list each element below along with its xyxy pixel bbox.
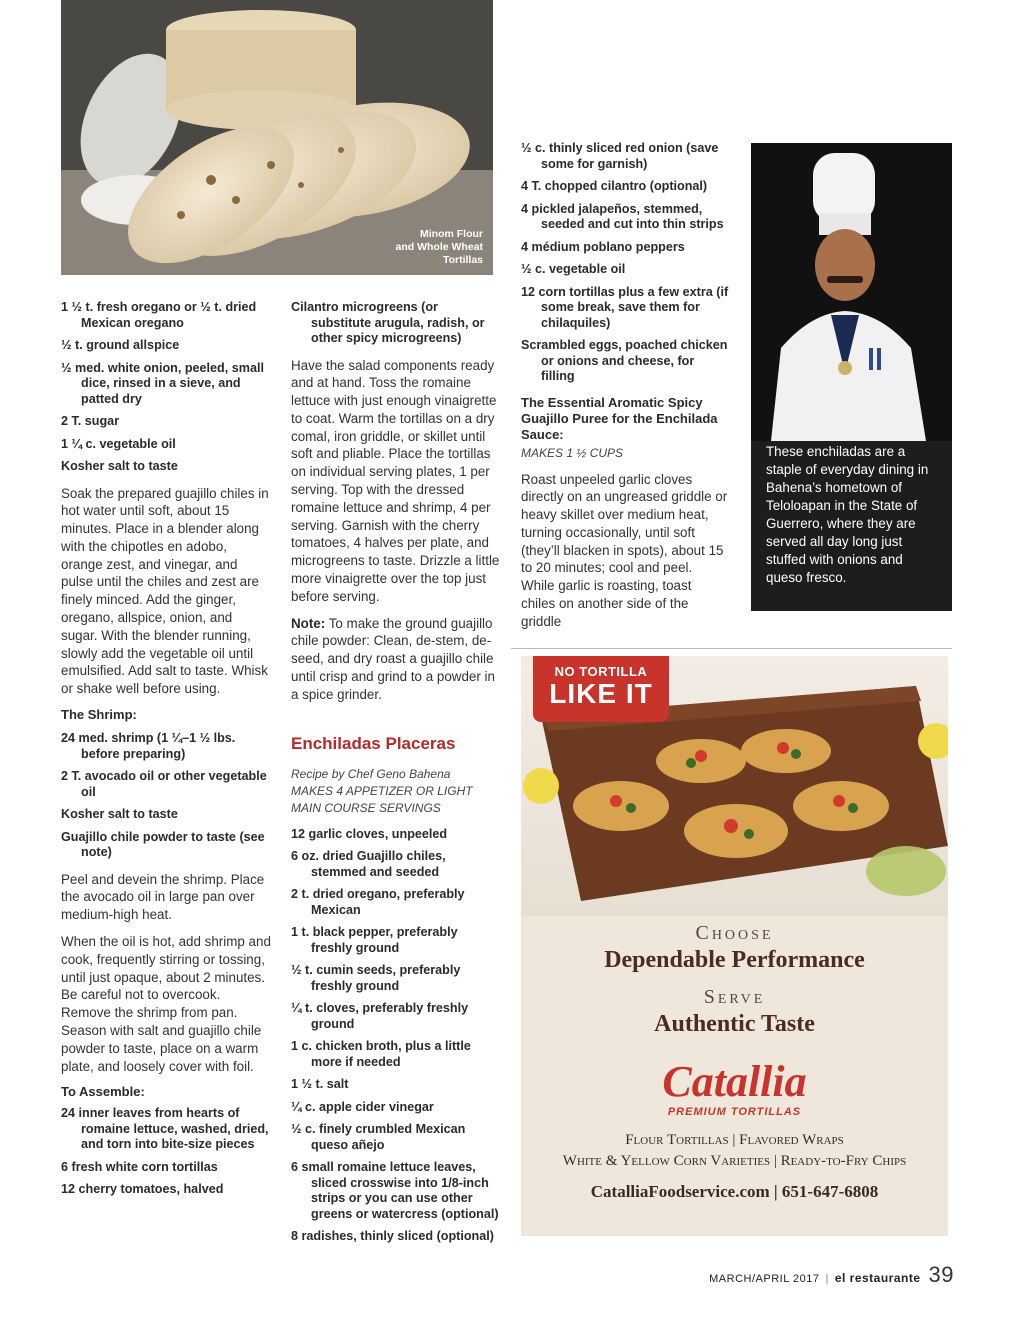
photo-caption-line: and Whole Wheat <box>395 241 483 253</box>
ingredient: 1 ¼ c. vegetable oil <box>61 436 176 451</box>
column-1 <box>61 300 271 1205</box>
note-paragraph <box>291 615 501 704</box>
column-3 <box>521 141 729 640</box>
photo-caption <box>396 228 484 267</box>
ad-contact[interactable]: CatalliaFoodservice.com | 651-647-6808 <box>590 1182 879 1201</box>
ingredient: ½ t. ground allspice <box>61 338 180 352</box>
ad-brand-sub: PREMIUM TORTILLAS <box>667 1106 802 1118</box>
ad-text <box>521 922 948 1202</box>
ingredient: 24 med. shrimp (1 ¼–1 ½ lbs. before preparing) <box>61 731 236 761</box>
ingredient: ½ t. cumin seeds, preferably freshly ground <box>291 963 461 993</box>
catallia-logo: Catallia <box>662 1057 807 1106</box>
ingredient: ½ c. thinly sliced red onion (save some for garnish) <box>521 141 719 171</box>
issue-date: MARCH/APRIL 2017 <box>709 1273 820 1285</box>
ad-serve-tagline: Authentic Taste <box>654 1011 815 1037</box>
column-2 <box>291 300 501 1252</box>
ingredient: 12 corn tortillas plus a few extra (if some break, save them for chilaquiles) <box>521 284 729 330</box>
ingredient: 6 fresh white corn tortillas <box>61 1159 218 1174</box>
note-text: To make the ground guajillo chile powder: Clean, de-stem, de-seed, and dry roast a guajillo chile until crisp and grind to a powder in a spice grinder. <box>291 615 495 702</box>
ingredient: 6 small romaine lettuce leaves, sliced crosswise into 1/8-inch strips or you can use other greens or watercress (optional) <box>291 1160 499 1221</box>
ingredient: 6 oz. dried Guajillo chiles, stemmed and seeded <box>291 849 446 879</box>
ad-choose-tagline: Dependable Performance <box>604 947 865 973</box>
chef-caption-box <box>751 441 952 611</box>
instruction-paragraph: Soak the prepared guajillo chiles in hot water until soft, about 15 minutes. Place in a blender along with the chipotles en adobo, orange zest, and vinegar, and pulse until the chiles and zest are finely minced. Add the ginger, oregano, allspice, onion, and sugar. With the blender running, slowly add the vegetable oil until emulsified. Add salt to taste. Whisk or shake well before using. <box>61 485 269 697</box>
ingredient: 4 pickled jalapeños, stemmed, seeded and cut into thin strips <box>521 201 724 231</box>
ingredient: ½ med. white onion, peeled, small dice, rinsed in a sieve, and patted dry <box>61 360 264 406</box>
recipe-title: Enchiladas Placeras <box>291 733 456 753</box>
page-footer <box>709 1262 954 1288</box>
ingredient: Kosher salt to taste <box>61 807 178 822</box>
ingredient: 2 T. sugar <box>61 414 120 428</box>
photo-caption-line: Tortillas <box>442 254 483 266</box>
ingredient: 1 t. black pepper, preferably freshly ground <box>291 925 458 955</box>
ingredient: Scrambled eggs, poached chicken or onions and cheese, for filling <box>521 338 728 383</box>
ingredient: 12 garlic cloves, unpeeled <box>291 826 448 841</box>
ingredient: Cilantro microgreens (or substitute arugula, radish, or other spicy microgreens) <box>291 300 485 345</box>
ingredient: 1 c. chicken broth, plus a little more if needed <box>291 1039 471 1069</box>
ingredient: 12 cherry tomatoes, halved <box>61 1182 224 1197</box>
page-number: 39 <box>928 1262 954 1287</box>
ingredient: 2 T. avocado oil or other vegetable oil <box>61 769 267 799</box>
instruction-paragraph: When the oil is hot, add shrimp and cook, frequently stirring or tossing, until just opaque, about 2 minutes. Be careful not to overcook. Remove the shrimp from pan. Season with salt and guajillo chile powder to taste, place on a warm plate, and loosely cover with foil. <box>61 933 271 1074</box>
ingredient: 4 médium poblano peppers <box>521 239 685 254</box>
instruction-paragraph: Roast unpeeled garlic cloves directly on an ungreased griddle or heavy skillet over medium heat, turning occasionally, until soft (they’ll blacken in spots), about 15 to 20 minutes; cool and peel. While garlic is roasting, toast chiles on another side of the griddle <box>521 471 728 629</box>
catallia-advertisement[interactable] <box>521 656 948 1236</box>
sub-recipe-heading: The Essential Aromatic Spicy Guajillo Puree for the Enchilada Sauce: <box>521 394 718 442</box>
ad-photo <box>521 656 948 916</box>
section-heading: To Assemble: <box>61 1084 145 1100</box>
instruction-paragraph: Peel and devein the shrimp. Place the avocado oil in large pan over medium-high heat. <box>61 871 265 923</box>
ingredient: ½ c. finely crumbled Mexican queso añejo <box>291 1122 466 1152</box>
ad-badge-line1: NO TORTILLA <box>554 664 648 679</box>
ingredient: 8 radishes, thinly sliced (optional) <box>291 1229 494 1244</box>
sub-recipe-yield: MAKES 1 ½ CUPS <box>521 445 624 460</box>
divider-line <box>511 648 952 649</box>
ingredient: ¼ c. apple cider vinegar <box>291 1099 434 1114</box>
section-heading: The Shrimp: <box>61 707 137 723</box>
note-label: Note: <box>291 615 326 631</box>
ingredient: Guajillo chile powder to taste (see note) <box>61 829 265 860</box>
magazine-name: el restaurante <box>834 1271 921 1285</box>
ad-products-line: White & Yellow Corn Varieties | Ready-to-Fry Chips <box>562 1153 907 1169</box>
ingredient: 1 ½ t. fresh oregano or ½ t. dried Mexican oregano <box>61 300 257 330</box>
chef-photo <box>751 143 952 441</box>
ad-choose: Choose <box>695 922 774 944</box>
ad-badge-line2: LIKE IT <box>549 678 653 709</box>
recipe-yield: MAIN COURSE SERVINGS <box>291 800 441 815</box>
ad-serve: Serve <box>703 986 766 1008</box>
chef-illustration <box>751 143 952 441</box>
recipe-yield: MAKES 4 APPETIZER OR LIGHT <box>291 783 473 798</box>
footer-separator: | <box>825 1273 829 1285</box>
tortilla-photo <box>61 0 493 275</box>
ingredient: Kosher salt to taste <box>61 459 178 473</box>
recipe-credit: Recipe by Chef Geno Bahena <box>291 766 451 781</box>
ingredient: 4 T. chopped cilantro (optional) <box>521 179 708 193</box>
chef-caption: These enchiladas are a staple of everyday dining in Bahena’s hometown of Teloloapan in the State of Guerrero, where they are served all day long just stuffed with onions and queso fresco. <box>766 444 929 585</box>
ad-badge <box>533 656 669 722</box>
ingredient: 24 inner leaves from hearts of romaine lettuce, washed, dried, and torn into bite-size pieces <box>61 1106 269 1152</box>
instruction-paragraph: Have the salad components ready and at hand. Toss the romaine lettuce with just enough vinaigrette to coat. Warm the tortillas on a dry comal, iron griddle, or skillet until soft and pliable. Place the tortillas on individual serving plates, 1 per serving. Top with the dressed romaine lettuce and shrimp, 4 per serving. Garnish with the cherry tomatoes, 4 halves per plate, and microgreens to taste. Drizzle a little more vinaigrette over the top just before serving. <box>291 357 500 604</box>
ingredient: 1 ½ t. salt <box>291 1077 349 1092</box>
ingredient: 2 t. dried oregano, preferably Mexican <box>291 887 465 917</box>
ad-products-line: Flour Tortillas | Flavored Wraps <box>625 1132 844 1148</box>
ingredient: ¼ t. cloves, preferably freshly ground <box>291 1001 469 1031</box>
ingredient: ½ c. vegetable oil <box>521 262 626 276</box>
photo-caption-line: Minom Flour <box>420 228 483 240</box>
